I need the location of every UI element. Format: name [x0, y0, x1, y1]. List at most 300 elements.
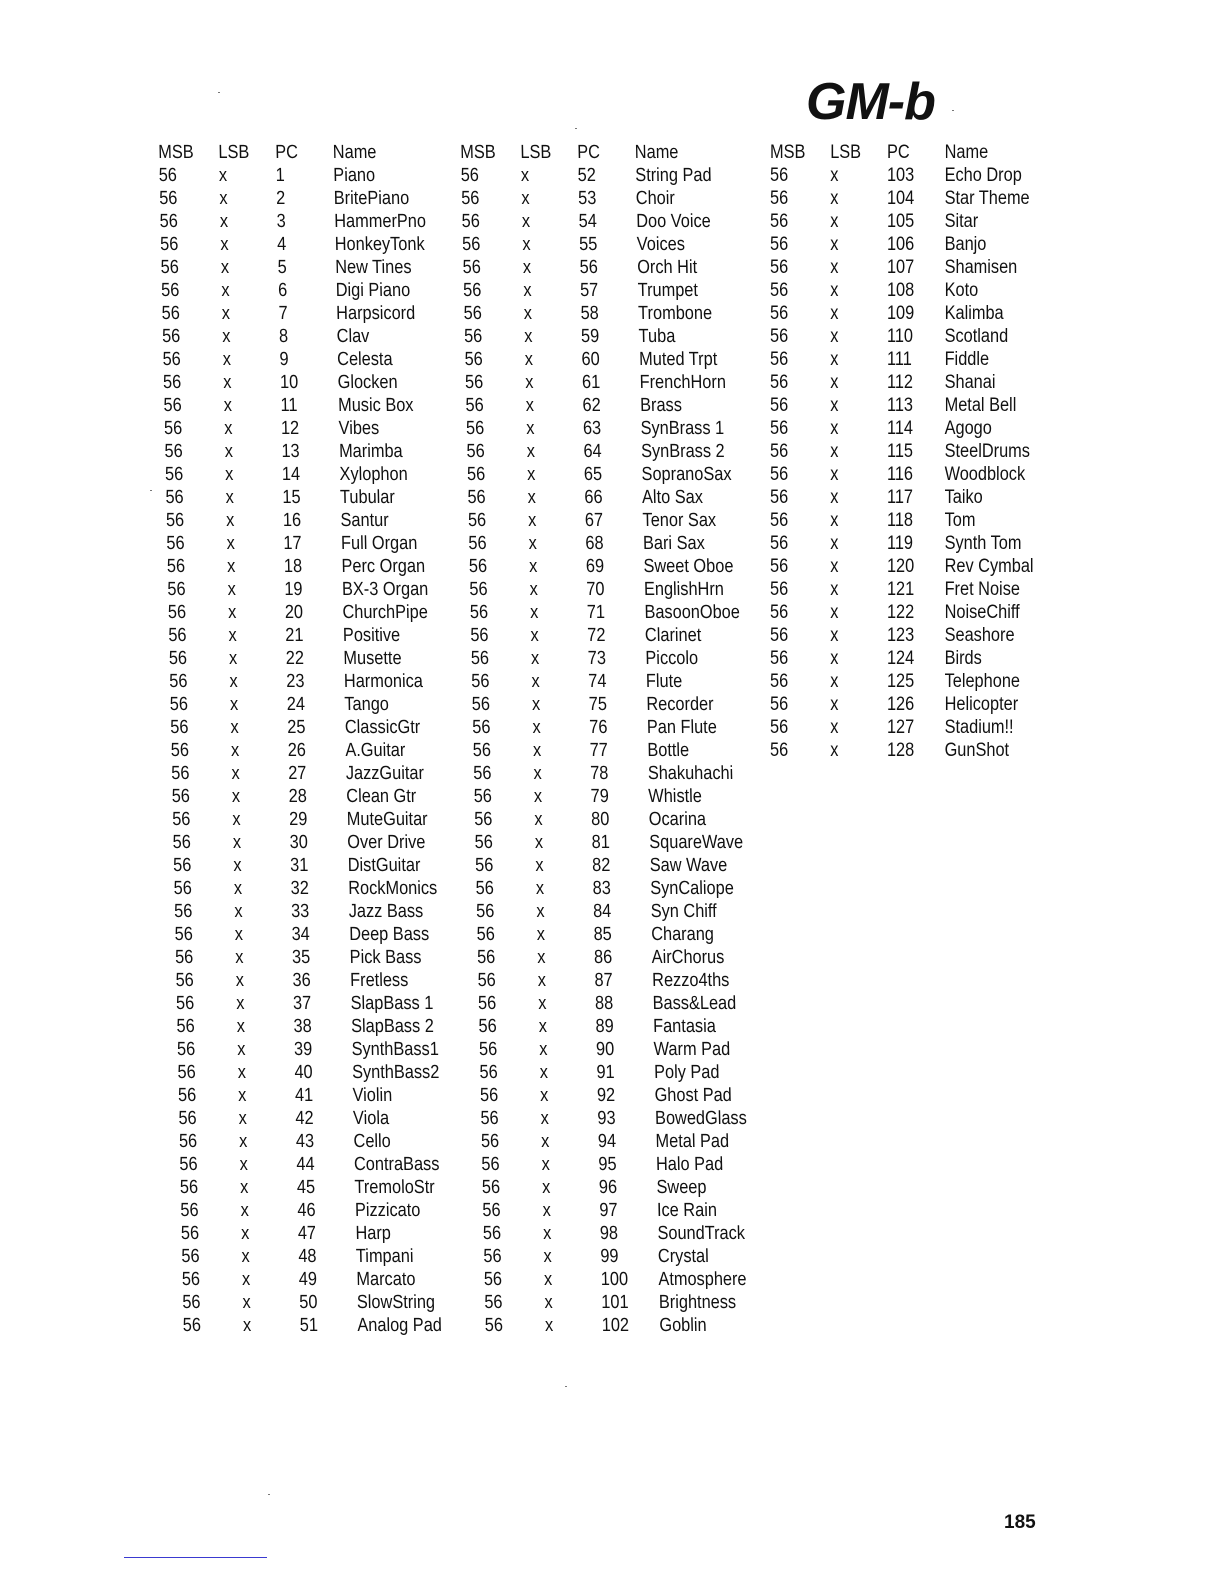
cell-msb: 56 [770, 234, 789, 255]
cell-name: HonkeyTonk [334, 234, 425, 255]
cell-name: Over Drive [347, 832, 426, 853]
header-pc: PC [886, 142, 910, 163]
table-row [484, 1291, 797, 1314]
cell-msb: 56 [471, 671, 490, 692]
cell-name: Trombone [637, 303, 713, 324]
cell-pc: 66 [584, 487, 603, 508]
table-row [475, 854, 788, 877]
cell-msb: 56 [474, 832, 494, 853]
cell-lsb: x [226, 556, 236, 577]
cell-name: Clarinet [644, 625, 702, 646]
cell-msb: 56 [162, 372, 182, 393]
cell-name: Glocken [337, 372, 398, 393]
table-row [478, 992, 791, 1015]
cell-msb: 56 [170, 717, 189, 738]
cell-msb: 56 [469, 602, 489, 623]
table-row [176, 1015, 489, 1038]
cell-lsb: x [235, 970, 245, 991]
cell-msb: 56 [467, 487, 486, 508]
cell-pc: 94 [597, 1131, 617, 1152]
cell-name: TremoloStr [354, 1177, 435, 1198]
cell-pc: 73 [587, 648, 607, 669]
cell-lsb: x [240, 1223, 250, 1244]
cell-lsb: x [526, 418, 535, 439]
cell-name: Helicopter [944, 694, 1019, 715]
table-header-row [460, 141, 773, 164]
cell-pc: 71 [586, 602, 606, 623]
cell-lsb: x [830, 579, 839, 600]
cell-msb: 56 [172, 855, 192, 876]
table-row [481, 1130, 794, 1153]
cell-msb: 56 [460, 165, 480, 186]
cell-name: Music Box [337, 395, 414, 416]
cell-name: Choir [635, 188, 676, 209]
cell-name: Clean Gtr [346, 786, 417, 807]
cell-name: Orch Hit [637, 257, 698, 278]
cell-msb: 56 [472, 717, 491, 738]
cell-lsb: x [539, 1085, 549, 1106]
table-row [482, 1176, 795, 1199]
header-lsb: LSB [520, 142, 552, 163]
cell-pc: 123 [886, 625, 915, 646]
cell-pc: 77 [589, 740, 609, 761]
header-msb: MSB [460, 142, 496, 163]
cell-msb: 56 [475, 878, 495, 899]
cell-lsb: x [830, 602, 839, 623]
header-pc: PC [576, 142, 601, 163]
cell-name: Tom [944, 510, 976, 531]
cell-pc: 74 [588, 671, 607, 692]
cell-pc: 72 [587, 625, 606, 646]
cell-lsb: x [536, 924, 546, 945]
cell-name: Rev Cymbal [944, 556, 1034, 577]
cell-lsb: x [525, 395, 535, 416]
cell-msb: 56 [461, 234, 481, 255]
cell-lsb: x [523, 280, 532, 301]
cell-pc: 30 [289, 832, 309, 853]
table-row [164, 440, 477, 463]
cell-msb: 56 [770, 671, 789, 692]
table-row [159, 187, 472, 210]
cell-name: Fiddle [944, 349, 990, 370]
cell-lsb: x [236, 993, 245, 1014]
cell-name: Echo Drop [944, 165, 1022, 186]
table-row [169, 670, 482, 693]
cell-name: Metal Pad [655, 1131, 730, 1152]
cell-pc: 95 [598, 1154, 617, 1175]
cell-lsb: x [830, 395, 839, 416]
cell-msb: 56 [168, 625, 187, 646]
cell-lsb: x [232, 809, 241, 830]
cell-pc: 61 [581, 372, 601, 393]
program-table-column-3 [770, 141, 1133, 762]
cell-name: Crystal [657, 1246, 710, 1267]
cell-name: Perc Organ [341, 556, 426, 577]
cell-pc: 17 [283, 533, 302, 554]
table-row [160, 233, 473, 256]
cell-name: SynBrass 1 [640, 418, 725, 439]
cell-lsb: x [237, 1062, 247, 1083]
cell-name: MuteGuitar [346, 809, 428, 830]
cell-msb: 56 [475, 901, 495, 922]
table-row [176, 992, 489, 1015]
cell-pc: 111 [886, 349, 912, 370]
cell-pc: 112 [886, 372, 914, 393]
cell-lsb: x [522, 257, 532, 278]
cell-msb: 56 [178, 1108, 197, 1129]
cell-lsb: x [830, 257, 839, 278]
header-pc: PC [274, 142, 299, 163]
cell-msb: 56 [474, 855, 494, 876]
table-row [159, 210, 472, 233]
cell-name: Rezzo4ths [651, 970, 730, 991]
cell-msb: 56 [480, 1131, 500, 1152]
cell-lsb: x [528, 533, 538, 554]
cell-msb: 56 [179, 1177, 199, 1198]
table-row [770, 371, 1082, 394]
header-name: Name [332, 142, 377, 163]
cell-lsb: x [830, 625, 839, 646]
table-row [175, 969, 488, 992]
cell-name: Tango [344, 694, 390, 715]
table-row [167, 578, 480, 601]
table-row [169, 647, 482, 670]
cell-lsb: x [537, 947, 546, 968]
cell-lsb: x [221, 280, 230, 301]
cell-lsb: x [830, 487, 839, 508]
cell-lsb: x [830, 234, 839, 255]
cell-msb: 56 [181, 1246, 200, 1267]
cell-msb: 56 [166, 533, 185, 554]
cell-pc: 14 [281, 464, 301, 485]
table-row [170, 716, 483, 739]
cell-name: SoundTrack [657, 1223, 746, 1244]
cell-lsb: x [225, 510, 235, 531]
table-row [470, 601, 783, 624]
cell-lsb: x [239, 1177, 249, 1198]
cell-msb: 56 [180, 1200, 199, 1221]
cell-lsb: x [528, 556, 538, 577]
cell-pc: 109 [886, 303, 915, 324]
cell-msb: 56 [482, 1223, 502, 1244]
cell-lsb: x [830, 510, 839, 531]
cell-lsb: x [219, 211, 229, 232]
page-title: GM-b [806, 73, 935, 131]
cell-msb: 56 [159, 234, 179, 255]
cell-pc: 43 [295, 1131, 315, 1152]
cell-pc: 90 [595, 1039, 615, 1060]
table-row [467, 463, 780, 486]
cell-pc: 91 [596, 1062, 615, 1083]
cell-name: Seashore [944, 625, 1015, 646]
cell-lsb: x [830, 717, 839, 738]
cell-name: Goblin [659, 1315, 707, 1336]
cell-lsb: x [238, 1131, 248, 1152]
cell-pc: 89 [595, 1016, 614, 1037]
cell-msb: 56 [770, 441, 789, 462]
table-row [161, 302, 474, 325]
cell-name: Atmosphere [658, 1269, 747, 1290]
cell-lsb: x [241, 1269, 251, 1290]
cell-pc: 49 [298, 1269, 318, 1290]
cell-pc: 3 [276, 211, 286, 232]
table-row [175, 946, 488, 969]
table-row [770, 624, 1082, 647]
cell-lsb: x [237, 1039, 246, 1060]
cell-pc: 52 [577, 165, 597, 186]
cell-msb: 56 [179, 1154, 198, 1175]
cell-lsb: x [520, 165, 530, 186]
cell-msb: 56 [465, 395, 484, 416]
table-row [179, 1153, 492, 1176]
cell-msb: 56 [483, 1269, 503, 1290]
cell-msb: 56 [170, 740, 190, 761]
cell-lsb: x [830, 464, 839, 485]
table-row [181, 1245, 494, 1268]
header-name: Name [634, 142, 679, 163]
table-row [165, 486, 478, 509]
table-row [465, 394, 778, 417]
cell-name: Harpsicord [335, 303, 416, 324]
cell-name: DistGuitar [347, 855, 421, 876]
table-row [468, 532, 781, 555]
cell-lsb: x [228, 625, 237, 646]
cell-name: SynthBass2 [351, 1062, 440, 1083]
table-row [770, 187, 1082, 210]
table-row [167, 555, 480, 578]
cell-msb: 56 [160, 257, 180, 278]
table-row [479, 1038, 792, 1061]
cell-pc: 113 [886, 395, 914, 416]
table-row [475, 877, 788, 900]
table-row [469, 578, 782, 601]
table-row [171, 762, 484, 785]
table-row [476, 923, 789, 946]
table-row [479, 1061, 792, 1084]
cell-lsb: x [526, 464, 536, 485]
cell-name: Shamisen [944, 257, 1018, 278]
table-row [770, 279, 1082, 302]
cell-pc: 121 [886, 579, 915, 600]
cell-name: String Pad [635, 165, 712, 186]
cell-name: Deep Bass [348, 924, 430, 945]
cell-lsb: x [539, 1039, 548, 1060]
cell-lsb: x [521, 188, 530, 209]
cell-msb: 56 [481, 1177, 501, 1198]
cell-msb: 56 [484, 1292, 503, 1313]
cell-pc: 118 [886, 510, 914, 531]
cell-name: Ice Rain [656, 1200, 718, 1221]
table-row [485, 1314, 798, 1337]
table-row [460, 164, 773, 187]
cell-pc: 9 [279, 349, 289, 370]
cell-name: RockMonics [348, 878, 438, 899]
cell-lsb: x [534, 832, 544, 853]
cell-name: Brightness [658, 1292, 737, 1313]
table-row [161, 279, 474, 302]
cell-msb: 56 [165, 510, 185, 531]
cell-msb: 56 [462, 257, 482, 278]
cell-pc: 85 [593, 924, 612, 945]
table-row [164, 417, 477, 440]
cell-pc: 79 [590, 786, 610, 807]
table-row [480, 1084, 793, 1107]
cell-pc: 100 [600, 1269, 629, 1290]
cell-name: Shanai [944, 372, 996, 393]
cell-pc: 110 [886, 326, 914, 347]
cell-pc: 124 [886, 648, 915, 669]
cell-msb: 56 [180, 1223, 200, 1244]
table-row [477, 969, 790, 992]
table-row [770, 210, 1082, 233]
cell-lsb: x [830, 188, 839, 209]
table-row [158, 164, 471, 187]
table-header-row [770, 141, 1082, 164]
cell-name: Clav [336, 326, 370, 347]
cell-pc: 106 [886, 234, 915, 255]
cell-name: Piano [333, 165, 376, 186]
cell-lsb: x [542, 1200, 551, 1221]
cell-name: SlowString [356, 1292, 436, 1313]
cell-lsb: x [527, 510, 537, 531]
cell-pc: 54 [578, 211, 598, 232]
cell-pc: 34 [291, 924, 310, 945]
cell-pc: 47 [297, 1223, 317, 1244]
scan-speck [150, 490, 152, 491]
cell-lsb: x [830, 165, 839, 186]
cell-pc: 45 [296, 1177, 316, 1198]
cell-msb: 56 [770, 165, 789, 186]
scan-speck [565, 1386, 567, 1387]
cell-pc: 60 [581, 349, 600, 370]
cell-name: Santur [340, 510, 389, 531]
cell-msb: 56 [770, 487, 789, 508]
table-row [180, 1199, 493, 1222]
cell-pc: 117 [886, 487, 914, 508]
cell-msb: 56 [470, 648, 490, 669]
table-row [473, 762, 786, 785]
cell-pc: 105 [886, 211, 915, 232]
cell-pc: 5 [277, 257, 287, 278]
cell-msb: 56 [483, 1246, 502, 1267]
cell-lsb: x [238, 1108, 248, 1129]
cell-pc: 62 [582, 395, 601, 416]
cell-name: Voices [636, 234, 686, 255]
cell-pc: 99 [600, 1246, 619, 1267]
cell-msb: 56 [770, 211, 789, 232]
cell-msb: 56 [461, 211, 481, 232]
table-row [770, 394, 1082, 417]
cell-lsb: x [543, 1246, 552, 1267]
table-row [168, 624, 481, 647]
cell-name: EnglishHrn [643, 579, 725, 600]
table-row [171, 785, 484, 808]
cell-msb: 56 [171, 809, 191, 830]
table-row [770, 601, 1082, 624]
cell-pc: 56 [579, 257, 599, 278]
cell-name: Metal Bell [944, 395, 1017, 416]
cell-msb: 56 [462, 280, 482, 301]
cell-name: Saw Wave [649, 855, 728, 876]
cell-name: SteelDrums [944, 441, 1030, 462]
cell-pc: 107 [886, 257, 915, 278]
table-row [178, 1107, 491, 1130]
cell-name: Agogo [944, 418, 992, 439]
cell-pc: 55 [578, 234, 598, 255]
cell-name: SlapBass 1 [350, 993, 434, 1014]
table-row [178, 1084, 491, 1107]
cell-lsb: x [534, 809, 543, 830]
cell-name: New Tines [335, 257, 412, 278]
cell-msb: 56 [464, 372, 484, 393]
table-row [463, 279, 776, 302]
cell-pc: 76 [589, 717, 608, 738]
cell-msb: 56 [770, 740, 789, 761]
cell-lsb: x [230, 717, 239, 738]
table-row [181, 1222, 494, 1245]
cell-lsb: x [542, 1223, 552, 1244]
cell-lsb: x [234, 901, 243, 922]
cell-lsb: x [230, 740, 240, 761]
cell-name: Celesta [336, 349, 393, 370]
cell-msb: 56 [460, 188, 480, 209]
cell-msb: 56 [473, 786, 493, 807]
cell-msb: 56 [770, 418, 789, 439]
cell-lsb: x [221, 303, 231, 324]
cell-pc: 24 [286, 694, 306, 715]
cell-lsb: x [220, 257, 230, 278]
cell-msb: 56 [162, 349, 181, 370]
cell-lsb: x [541, 1177, 551, 1198]
cell-lsb: x [242, 1292, 251, 1313]
cell-name: SquareWave [649, 832, 744, 853]
cell-pc: 4 [276, 234, 287, 255]
cell-msb: 56 [466, 441, 485, 462]
cell-pc: 78 [589, 763, 609, 784]
table-row [471, 670, 784, 693]
cell-pc: 58 [580, 303, 599, 324]
cell-msb: 56 [479, 1085, 499, 1106]
cell-name: Pan Flute [646, 717, 718, 738]
cell-msb: 56 [477, 970, 496, 991]
table-row [481, 1153, 794, 1176]
cell-lsb: x [535, 855, 544, 876]
cell-pc: 81 [591, 832, 611, 853]
cell-pc: 25 [287, 717, 306, 738]
cell-msb: 56 [481, 1154, 500, 1175]
cell-name: JazzGuitar [345, 763, 425, 784]
cell-msb: 56 [167, 579, 186, 600]
table-row [162, 325, 475, 348]
cell-pc: 59 [580, 326, 600, 347]
cell-lsb: x [231, 786, 241, 807]
cell-lsb: x [830, 694, 839, 715]
cell-name: Muted Trpt [638, 349, 718, 370]
cell-name: Timpani [355, 1246, 414, 1267]
table-row [770, 739, 1082, 762]
cell-msb: 56 [163, 418, 183, 439]
cell-msb: 56 [770, 717, 789, 738]
table-row [172, 808, 485, 831]
cell-msb: 56 [770, 625, 789, 646]
cell-lsb: x [226, 533, 236, 554]
cell-name: BowedGlass [654, 1108, 748, 1129]
cell-pc: 119 [886, 533, 914, 554]
cell-lsb: x [521, 211, 531, 232]
cell-lsb: x [538, 1016, 548, 1037]
cell-pc: 80 [590, 809, 610, 830]
cell-msb: 56 [478, 1039, 498, 1060]
